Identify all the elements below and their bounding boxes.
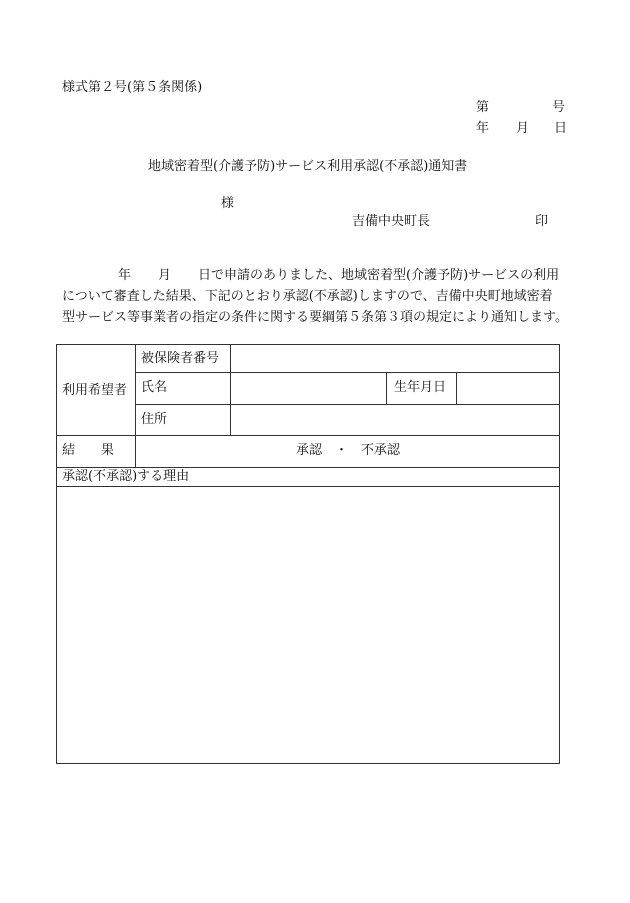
decision-table	[56, 344, 560, 764]
table-divider	[135, 372, 560, 373]
issuer-name: 吉備中央町長	[352, 214, 431, 229]
issue-date-year: 年	[476, 121, 490, 136]
table-divider	[456, 372, 457, 404]
issue-date-day: 日	[554, 121, 568, 136]
body-text-line-1: で申請のありました、地域密着型(介護予防)サービスの利用	[211, 268, 560, 283]
table-divider	[135, 344, 136, 468]
table-divider	[56, 486, 560, 487]
applicant-label: 利用希望者	[62, 383, 128, 398]
seal-mark: 印	[535, 214, 549, 229]
document-number-prefix: 第	[476, 100, 490, 115]
table-divider	[56, 435, 560, 436]
document-number-suffix: 号	[552, 100, 566, 115]
table-divider	[386, 372, 387, 404]
reason-label: 承認(不承認)する理由	[62, 469, 190, 484]
name-label: 氏名	[141, 380, 168, 395]
result-options: 承認 ・ 不承認	[296, 443, 401, 458]
address-label: 住所	[141, 412, 168, 427]
form-number-label: 様式第２号(第５条関係)	[62, 80, 203, 95]
document-title: 地域密着型(介護予防)サービス利用承認(不承認)通知書	[148, 159, 468, 174]
result-label: 結 果	[62, 443, 115, 458]
birthdate-label: 生年月日	[394, 380, 447, 395]
application-date-year: 年	[118, 268, 132, 283]
issue-date-month: 月	[516, 121, 530, 136]
body-text-line-3: 型サービス等事業者の指定の条件に関する要綱第５条第３項の規定により通知します。	[62, 310, 568, 325]
insured-number-label: 被保険者番号	[141, 351, 220, 366]
table-divider	[56, 467, 560, 468]
table-divider	[135, 404, 560, 405]
addressee-suffix: 様	[221, 196, 235, 211]
application-date-month: 月	[158, 268, 172, 283]
application-date-day: 日	[198, 268, 212, 283]
body-text-line-2: について審査した結果、下記のとおり承認(不承認)しますので、吉備中央町地域密着	[62, 289, 553, 304]
table-divider	[230, 344, 231, 436]
